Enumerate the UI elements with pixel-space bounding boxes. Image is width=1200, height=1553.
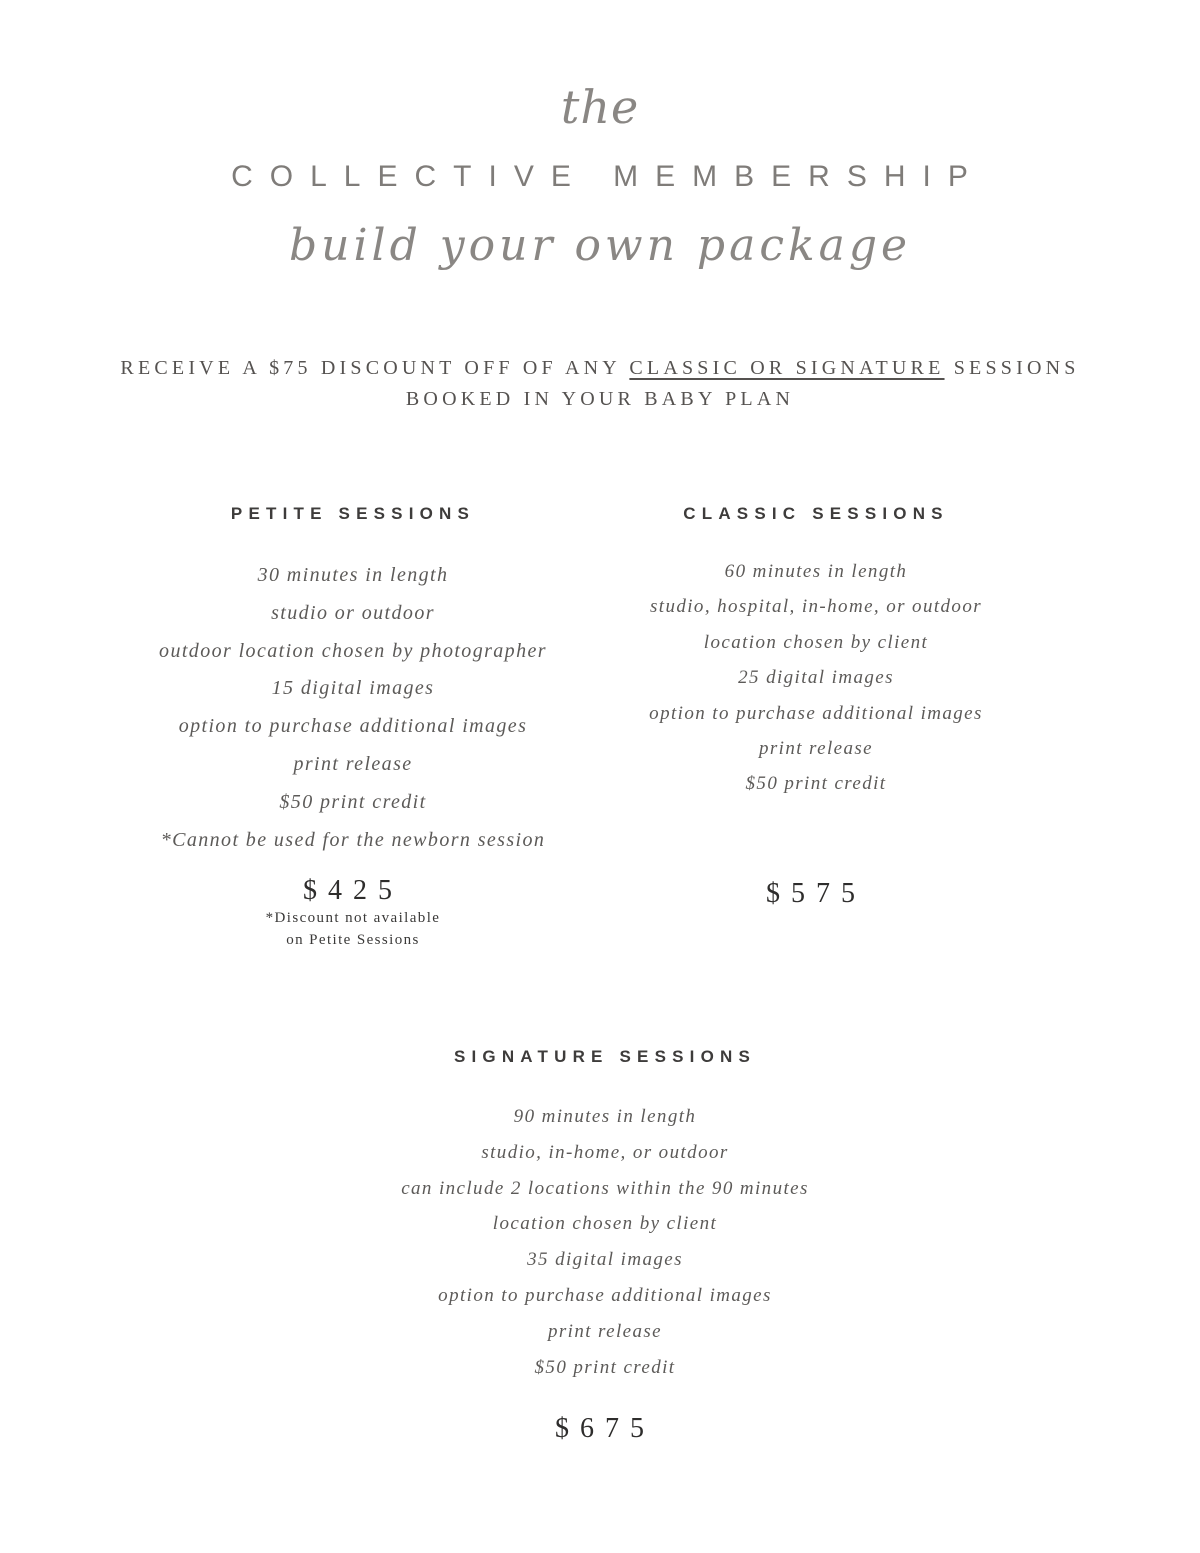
script-the: the xyxy=(560,80,640,134)
price-note-line: *Discount not available xyxy=(265,910,441,927)
feature-list xyxy=(355,1099,855,1385)
feature-item: $50 print credit xyxy=(534,1356,676,1378)
feature-item: $50 print credit xyxy=(279,790,427,813)
feature-item: 35 digital images xyxy=(527,1249,683,1271)
feature-item: print release xyxy=(293,752,413,775)
discount-underlined-text: CLASSIC OR SIGNATURE xyxy=(629,357,945,379)
feature-list xyxy=(103,557,603,859)
session-price: $675 xyxy=(555,1413,655,1445)
page-title: COLLECTIVE MEMBERSHIP xyxy=(231,160,985,193)
feature-item: outdoor location chosen by photographer xyxy=(159,639,547,662)
price-note-line: on Petite Sessions xyxy=(286,932,420,949)
feature-item: studio, hospital, in-home, or outdoor xyxy=(649,596,983,618)
feature-item: location chosen by client xyxy=(492,1213,718,1235)
discount-line-1 xyxy=(0,353,1200,384)
feature-list xyxy=(566,554,1066,802)
feature-item: option to purchase additional images xyxy=(438,1284,772,1306)
petite-sessions-block xyxy=(103,504,603,951)
script-subtitle: build your own package xyxy=(288,220,912,271)
feature-item: 25 digital images xyxy=(738,667,894,689)
classic-sessions-block xyxy=(566,504,1066,910)
feature-item: print release xyxy=(758,738,874,760)
feature-item: 90 minutes in length xyxy=(513,1106,697,1127)
feature-item: option to purchase additional images xyxy=(178,715,528,738)
feature-item: 60 minutes in length xyxy=(724,561,908,582)
feature-item: $50 print credit xyxy=(745,773,887,795)
session-price: $575 xyxy=(766,877,866,909)
signature-sessions-block xyxy=(355,1047,855,1445)
session-title: PETITE SESSIONS xyxy=(230,504,476,523)
feature-item: can include 2 locations within the 90 minutes xyxy=(401,1177,809,1199)
discount-text-before: RECEIVE A $75 DISCOUNT OFF OF ANY xyxy=(120,357,630,379)
session-title: CLASSIC SESSIONS xyxy=(683,504,949,523)
session-price: $425 xyxy=(303,875,403,907)
discount-line-2: BOOKED IN YOUR BABY PLAN xyxy=(405,388,795,410)
feature-item: option to purchase additional images xyxy=(649,702,983,724)
feature-item: studio, in-home, or outdoor xyxy=(481,1141,729,1163)
feature-item: print release xyxy=(547,1320,663,1342)
feature-item: *Cannot be used for the newborn session xyxy=(160,828,546,851)
feature-item: location chosen by client xyxy=(703,631,929,653)
discount-text-after: SESSIONS xyxy=(944,357,1080,379)
session-title: SIGNATURE SESSIONS xyxy=(453,1047,757,1066)
feature-item: 15 digital images xyxy=(271,677,435,700)
price-note xyxy=(103,907,603,951)
discount-notice xyxy=(0,353,1200,415)
feature-item: 30 minutes in length xyxy=(257,564,449,586)
feature-item: studio or outdoor xyxy=(271,601,435,624)
